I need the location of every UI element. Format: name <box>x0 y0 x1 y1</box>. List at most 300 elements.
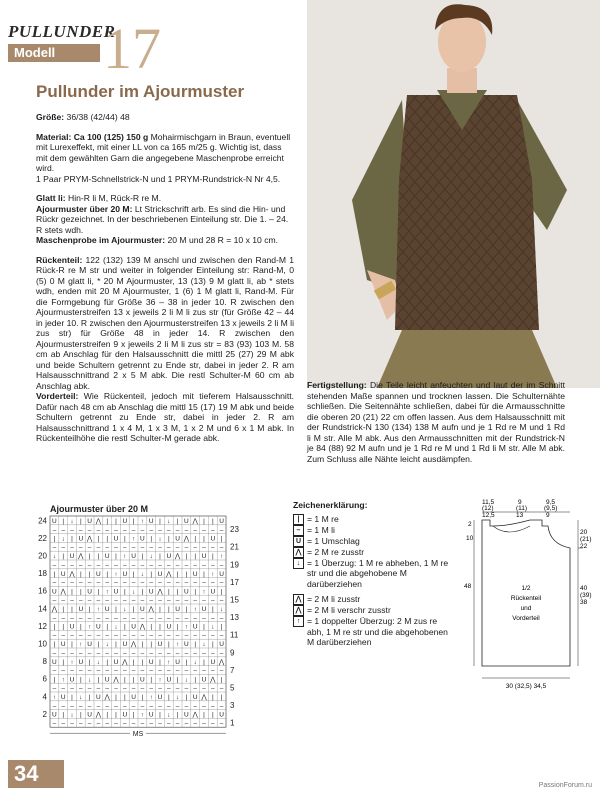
material-text: Mohairmischgarn in Braun, eventuell mit Lurexeffekt, mit einer LL von ca 165 m/25 g. Wichtig ist, dass mit dem gewählten Garn die angegebene Maschenprobe erreicht wird. 1 Paar PRYM-Schnellstrick-N und 1 PRYM-Rundstrick-N Nr 4,5. <box>36 131 291 184</box>
chart-cell-symbol: | <box>194 641 197 649</box>
chart-cell-symbol: – <box>61 632 66 640</box>
chart-cell-symbol: – <box>166 667 171 675</box>
chart-cell-symbol: – <box>149 720 154 728</box>
legend-text: = 2 M re zusstr <box>307 546 365 557</box>
chart-cell-symbol: | <box>167 606 170 613</box>
chart-cell-symbol: | <box>141 694 144 701</box>
chart-cell-symbol: – <box>78 579 83 587</box>
chart-cell-symbol: – <box>219 720 224 728</box>
chart-cell-symbol: | <box>53 570 56 578</box>
chart-cell-symbol: – <box>202 614 206 622</box>
chart-cell-symbol: – <box>105 632 110 640</box>
ajour-text: Lt Strickschrift arb. Es sind die Hin- und Rückr gezeichnet. In der beschriebenen Einteilung str. Die 1. – 24. R stets wdh. <box>36 203 289 235</box>
chart-cell-symbol: U <box>210 588 216 596</box>
chart-cell-symbol: – <box>52 632 57 640</box>
chart-cell-symbol: – <box>105 720 110 728</box>
chart-cell-symbol: | <box>211 711 214 719</box>
chart-cell-symbol: – <box>149 597 154 605</box>
chart-cell-symbol: – <box>140 702 145 710</box>
chart-cell-symbol: U <box>219 711 224 719</box>
chart-cell-symbol: – <box>193 720 198 728</box>
chart-cell-symbol: – <box>193 667 198 675</box>
chart-cell-symbol: – <box>105 614 110 622</box>
chart-cell-symbol: – <box>61 614 66 622</box>
chart-cell-symbol: | <box>141 658 144 666</box>
schematic-r3: 22 <box>580 543 588 550</box>
chart-cell-symbol: – <box>175 702 180 710</box>
chart-cell-symbol: – <box>219 614 224 622</box>
chart-cell-symbol: | <box>220 676 223 684</box>
chart-row-number-right: 3 <box>230 701 235 711</box>
legend-text: = 2 M li zusstr <box>307 594 361 604</box>
chart-cell-symbol: – <box>70 667 74 675</box>
chart-cell-symbol: ⋀ <box>60 588 66 596</box>
chart-cell-symbol: | <box>132 711 135 719</box>
chart-cell-symbol: U <box>131 623 136 631</box>
finishing-text: Die Teile leicht anfeuchten und laut der im Schnitt stehenden Maße spannen und trocknen lassen. Die Schulternähte schließen. Die Seitennähte schließen, dabei für die Armausschnitte die oberen 20 (21) 22 cm offen lassen. Aus dem Halsausschnitt mit der Rundstrick-N 130 (134) 138 M aufn und je 1 Rd re M und 1 Rd li M str. Alle M abk. Aus den Armausschnitten mit der Rundstrick-N je 84 (88) 92 M aufn und je 1 Rd re M und 1 Rd li M str. Alle M abk. Zum Schluss alle Nähte leicht ausdämpfen. <box>307 380 565 464</box>
chart-cell-symbol: | <box>115 606 117 613</box>
schematic-n10: 10 <box>466 535 474 542</box>
section-label: PULLUNDER <box>8 22 116 41</box>
chart-cell-symbol: | <box>194 553 197 561</box>
chart-cell-symbol: – <box>114 667 118 675</box>
chart-cell-symbol: – <box>158 614 162 622</box>
chart-cell-symbol: – <box>193 702 198 710</box>
chart-cell-symbol: ⋀ <box>113 676 119 684</box>
chart-cell-symbol: – <box>158 685 162 693</box>
chart-cell-symbol: – <box>87 650 92 657</box>
chart-cell-symbol: U <box>192 694 198 701</box>
chart-cell-symbol: U <box>96 570 101 578</box>
legend-symbol-icon: ↑ <box>293 616 304 627</box>
chart-cell-symbol: – <box>166 650 171 657</box>
chart-cell-symbol: – <box>175 667 180 675</box>
chart-cell-symbol: – <box>105 562 110 569</box>
chart-cell-symbol: – <box>61 562 66 569</box>
chart-cell-symbol: – <box>78 650 83 657</box>
chart-cell-symbol: – <box>193 579 198 587</box>
chart-cell-symbol: | <box>167 535 170 543</box>
chart-cell-symbol: ⋀ <box>148 606 154 613</box>
chart-cell-symbol: – <box>184 685 189 693</box>
chart-cell-symbol: ↓ <box>219 606 224 613</box>
chart-cell-symbol: | <box>220 694 223 701</box>
chart-cell-symbol: – <box>149 562 154 569</box>
chart-cell-symbol: | <box>53 676 56 684</box>
chart-cell-symbol: | <box>132 606 135 613</box>
chart-cell-symbol: – <box>78 685 83 693</box>
legend-text: = 1 M re <box>307 513 339 524</box>
chart-cell-symbol: ⋀ <box>69 570 75 578</box>
chart-cell-symbol: | <box>203 535 205 543</box>
chart-cell-symbol: – <box>52 597 57 605</box>
chart-cell-symbol: U <box>104 676 110 684</box>
chart-cell-symbol: – <box>122 650 127 657</box>
material-paragraph <box>36 132 294 185</box>
chart-cell-symbol: U <box>69 623 75 631</box>
chart-cell-symbol: ↑ <box>149 694 153 701</box>
chart-cell-symbol: U <box>87 518 92 525</box>
chart-cell-symbol: U <box>113 658 119 666</box>
chart-cell-symbol: | <box>203 658 205 666</box>
chart-cell-symbol: – <box>149 526 154 534</box>
chart-cell-symbol: | <box>115 553 117 561</box>
chart-cell-symbol: ↓ <box>61 535 65 543</box>
chart-cell-symbol: – <box>61 650 66 657</box>
chart-cell-symbol: – <box>219 632 224 640</box>
chart-cell-symbol: – <box>131 685 136 693</box>
chart-cell-symbol: | <box>115 711 117 719</box>
chart-cell-symbol: – <box>96 650 101 657</box>
chart-cell-symbol: – <box>78 667 83 675</box>
chart-cell-symbol: – <box>61 526 66 534</box>
chart-cell-symbol: ↑ <box>61 676 65 684</box>
chart-cell-symbol: ⋀ <box>192 711 198 719</box>
chart-cell-symbol: – <box>96 614 101 622</box>
chart-cell-symbol: – <box>175 720 180 728</box>
chart-cell-symbol: | <box>97 535 100 543</box>
chart-row-number-right: 5 <box>230 683 235 693</box>
chart-cell-symbol: – <box>202 526 206 534</box>
chart-cell-symbol: ↑ <box>70 658 74 666</box>
chart-cell-symbol: U <box>166 676 172 684</box>
chart-cell-symbol: ↓ <box>87 676 92 684</box>
chart-cell-symbol: – <box>219 579 224 587</box>
chart-cell-symbol: – <box>210 597 215 605</box>
chart-cell-symbol: – <box>131 562 136 569</box>
chart-row-number-right: 11 <box>230 630 239 640</box>
chart-cell-symbol: – <box>131 702 136 710</box>
schematic-r4: 40 <box>580 585 588 592</box>
chart-row-number-left: 12 <box>38 621 47 631</box>
chart-cell-symbol: ↓ <box>105 641 109 649</box>
chart-cell-symbol: ↓ <box>184 676 189 684</box>
chart-cell-symbol: ⋀ <box>157 588 163 596</box>
chart-cell-symbol: | <box>220 535 223 543</box>
chart-cell-symbol: – <box>122 544 127 552</box>
chart-cell-symbol: ↑ <box>211 570 215 578</box>
chart-cell-symbol: – <box>70 579 74 587</box>
chart-cell-symbol: – <box>210 562 215 569</box>
chart-cell-symbol: – <box>96 720 101 728</box>
chart-cell-symbol: U <box>96 694 101 701</box>
chart-cell-symbol: – <box>131 632 136 640</box>
chart-cell-symbol: – <box>70 597 74 605</box>
chart-cell-symbol: U <box>69 553 75 561</box>
chart-cell-symbol: – <box>175 562 180 569</box>
schematic-top2-1: (12) <box>482 505 494 512</box>
chart-cell-symbol: ⋀ <box>139 623 146 631</box>
chart-cell-symbol: – <box>158 702 162 710</box>
chart-cell-symbol: U <box>175 606 180 613</box>
chart-cell-symbol: – <box>219 544 224 552</box>
chart-cell-symbol: | <box>62 518 65 525</box>
schematic-top3-2: 13 <box>516 512 524 519</box>
chart-cell-symbol: | <box>159 606 161 613</box>
chart-cell-symbol: – <box>210 632 215 640</box>
chart-cell-symbol: – <box>202 579 206 587</box>
chart-cell-symbol: – <box>131 650 136 657</box>
legend-symbol-icon: ↓ <box>293 558 304 569</box>
chart-cell-symbol: U <box>219 518 224 525</box>
chart-cell-symbol: – <box>184 614 189 622</box>
chart-cell-symbol: – <box>52 702 57 710</box>
chart-cell-symbol: | <box>176 518 179 525</box>
legend-item <box>293 594 453 605</box>
chart-cell-symbol: ↓ <box>149 553 153 561</box>
chart-cell-symbol: – <box>114 702 118 710</box>
chart-cell-symbol: – <box>193 544 198 552</box>
chart-cell-symbol: | <box>115 641 117 649</box>
legend-symbol-icon: U <box>293 536 304 547</box>
chart-cell-symbol: – <box>166 614 171 622</box>
chart-cell-symbol: – <box>193 632 198 640</box>
chart-cell-symbol: ↑ <box>184 623 189 631</box>
chart-cell-symbol: | <box>150 535 153 543</box>
chart-cell-symbol: – <box>219 667 224 675</box>
chart-cell-symbol: – <box>78 597 83 605</box>
chart-cell-symbol: U <box>113 588 119 596</box>
chart-cell-symbol: | <box>132 570 135 578</box>
chart-cell-symbol: ↑ <box>131 535 136 543</box>
schematic-c1: 1/2 <box>521 585 531 592</box>
chart-cell-symbol: | <box>88 658 91 666</box>
chart-cell-symbol: | <box>211 553 214 561</box>
chart-cell-symbol: ↑ <box>140 518 145 525</box>
chart-cell-symbol: – <box>122 579 127 587</box>
chart-cell-symbol: U <box>201 553 207 561</box>
chart-cell-symbol: ⋀ <box>183 535 190 543</box>
chart-cell-symbol: – <box>149 614 154 622</box>
chart-cell-symbol: – <box>158 544 162 552</box>
chart-cell-symbol: U <box>52 711 57 719</box>
chart-cell-symbol: – <box>175 526 180 534</box>
chart-cell-symbol: – <box>210 650 215 657</box>
chart-cell-symbol: – <box>114 544 118 552</box>
chart-cell-symbol: U <box>201 606 207 613</box>
chart-cell-symbol: | <box>159 553 161 561</box>
woman-in-vest-illustration <box>307 0 600 388</box>
schematic-r2: (21) <box>580 536 592 543</box>
chart-row-number-left: 20 <box>38 551 47 561</box>
schematic-c2: Rückenteil <box>510 595 542 602</box>
chart-cell-symbol: – <box>131 579 136 587</box>
chart-cell-symbol: | <box>123 588 126 596</box>
chart-cell-symbol: ↓ <box>114 623 118 631</box>
chart-cell-symbol: U <box>140 606 145 613</box>
chart-cell-symbol: – <box>140 544 145 552</box>
chart-cell-symbol: U <box>175 535 180 543</box>
garment-schematic <box>460 498 595 698</box>
chart-cell-symbol: – <box>105 685 110 693</box>
chart-cell-symbol: – <box>61 579 66 587</box>
chart-cell-symbol: – <box>61 597 66 605</box>
chart-cell-symbol: U <box>140 676 145 684</box>
chart-cell-symbol: – <box>193 685 198 693</box>
model-number: 17 <box>103 16 161 81</box>
chart-cell-symbol: U <box>157 641 163 649</box>
chart-cell-symbol: U <box>166 623 172 631</box>
chart-row-number-left: 2 <box>42 709 47 719</box>
chart-cell-symbol: ↑ <box>219 553 224 561</box>
chart-cell-symbol: – <box>131 597 136 605</box>
chart-cell-symbol: – <box>210 614 215 622</box>
chart-row-number-right: 13 <box>230 613 239 623</box>
chart-cell-symbol: – <box>210 702 215 710</box>
chart-cell-symbol: U <box>104 553 110 561</box>
chart-row-number-right: 15 <box>230 595 239 605</box>
chart-cell-symbol: – <box>166 597 171 605</box>
size-text: 36/38 (42/44) 48 <box>64 112 130 122</box>
chart-cell-symbol: ↑ <box>114 570 118 578</box>
chart-cell-symbol: – <box>158 579 162 587</box>
chart-cell-symbol: – <box>70 562 74 569</box>
chart-cell-symbol: | <box>159 623 161 631</box>
size-label: Größe: <box>36 112 65 122</box>
schematic-top-3: 9,5 <box>546 499 556 506</box>
chart-cell-symbol: – <box>140 632 145 640</box>
chart-cell-symbol: | <box>106 518 109 525</box>
chart-cell-symbol: – <box>202 544 206 552</box>
chart-cell-symbol: | <box>132 658 135 666</box>
chart-cell-symbol: ↓ <box>131 588 136 596</box>
chart-cell-symbol: ⋀ <box>51 606 58 613</box>
chart-cell-symbol: – <box>114 650 118 657</box>
chart-cell-symbol: – <box>140 579 145 587</box>
chart-cell-symbol: – <box>175 650 180 657</box>
chart-row-number-left: 14 <box>38 604 47 614</box>
chart-cell-symbol: – <box>175 544 180 552</box>
chart-cell-symbol: – <box>184 720 189 728</box>
chart-cell-symbol: U <box>87 711 92 719</box>
chart-cell-symbol: ↑ <box>193 606 197 613</box>
legend-item <box>293 525 453 536</box>
chart-cell-symbol: – <box>70 526 74 534</box>
chart-cell-symbol: – <box>193 650 198 657</box>
chart-cell-symbol: – <box>87 579 92 587</box>
chart-cell-symbol: – <box>52 667 57 675</box>
chart-cell-symbol: – <box>114 526 118 534</box>
legend-text: = 1 doppelter Überzug: 2 M zus re abh, 1 M re str und die abgehobenen M darüberziehen <box>307 616 448 647</box>
chart-cell-symbol: U <box>60 570 66 578</box>
chart-cell-symbol: – <box>96 544 101 552</box>
glatt-label: Glatt li: <box>36 193 66 203</box>
schematic-n48: 48 <box>464 583 472 590</box>
chart-cell-symbol: | <box>203 518 205 525</box>
schematic-top2-2: (11) <box>516 505 528 512</box>
chart-cell-symbol: U <box>60 641 66 649</box>
chart-cell-symbol: – <box>158 597 162 605</box>
chart-cell-symbol: – <box>87 544 92 552</box>
chart-cell-symbol: ↑ <box>87 623 92 631</box>
chart-cell-symbol: U <box>113 535 119 543</box>
chart-cell-symbol: | <box>71 606 73 613</box>
instructions-right <box>307 380 565 473</box>
chart-cell-symbol: – <box>140 526 145 534</box>
chart-cell-symbol: – <box>202 562 206 569</box>
chart-cell-symbol: – <box>193 526 198 534</box>
chart-cell-symbol: – <box>210 526 215 534</box>
chart-cell-symbol: – <box>78 526 83 534</box>
chart-cell-symbol: – <box>202 685 206 693</box>
chart-cell-symbol: ↓ <box>175 694 180 701</box>
chart-row-number-left: 6 <box>42 674 47 684</box>
chart-cell-symbol: – <box>149 685 154 693</box>
schematic-bottom: 30 (32,5) 34,5 <box>505 683 547 690</box>
chart-cell-symbol: | <box>115 518 117 525</box>
chart-cell-symbol: | <box>211 606 214 613</box>
chart-cell-symbol: – <box>158 562 162 569</box>
chart-cell-symbol: | <box>88 694 91 701</box>
chart-cell-symbol: | <box>79 623 82 631</box>
chart-cell-symbol: | <box>79 518 82 525</box>
chart-cell-symbol: | <box>185 694 188 701</box>
chart-cell-symbol: | <box>132 518 135 525</box>
schematic-top3-3: 9 <box>546 512 550 519</box>
chart-row-number-right: 9 <box>230 648 235 658</box>
chart-cell-symbol: – <box>166 720 171 728</box>
chart-cell-symbol: – <box>140 614 145 622</box>
chart-cell-symbol: – <box>78 614 83 622</box>
chart-cell-symbol: – <box>87 597 92 605</box>
chart-cell-symbol: – <box>87 632 92 640</box>
chart-cell-symbol: U <box>210 535 216 543</box>
chart-cell-symbol: | <box>106 535 109 543</box>
chart-cell-symbol: – <box>140 685 145 693</box>
chart-cell-symbol: U <box>131 694 136 701</box>
chart-cell-symbol: | <box>159 711 161 719</box>
chart-cell-symbol: ⋀ <box>174 553 181 561</box>
chart-cell-symbol: – <box>70 702 74 710</box>
chart-cell-symbol: ⋀ <box>130 641 137 649</box>
chart-cell-symbol: | <box>211 518 214 525</box>
chart-cell-symbol: – <box>122 702 127 710</box>
chart-cell-symbol: – <box>175 579 180 587</box>
chart-cell-symbol: | <box>220 623 223 631</box>
chart-cell-symbol: ↑ <box>123 553 127 561</box>
chart-cell-symbol: – <box>114 685 118 693</box>
chart-cell-symbol: | <box>71 588 73 596</box>
legend-item <box>293 547 453 558</box>
chart-cell-symbol: U <box>60 694 66 701</box>
chart-cell-symbol: U <box>122 570 128 578</box>
legend-item <box>293 514 453 525</box>
chart-row-number-left: 8 <box>42 657 47 667</box>
chart-cell-symbol: – <box>210 544 215 552</box>
chart-cell-symbol: – <box>149 667 154 675</box>
chart-cell-symbol: – <box>78 632 83 640</box>
legend <box>293 500 453 648</box>
legend-text: = 1 M li <box>307 524 335 535</box>
legend-title: Zeichenerklärung: <box>293 500 368 510</box>
chart-cell-symbol: | <box>53 623 56 631</box>
legend-symbol-icon: ⋀ <box>293 605 304 616</box>
chart-cell-symbol: – <box>122 667 127 675</box>
chart-cell-symbol: U <box>210 658 216 666</box>
chart-cell-symbol: ↑ <box>167 658 171 666</box>
chart-cell-symbol: – <box>96 579 101 587</box>
chart-cell-symbol: | <box>150 623 153 631</box>
chart-cell-symbol: – <box>87 526 92 534</box>
chart-cell-symbol: U <box>78 535 84 543</box>
chart-cell-symbol: – <box>210 720 215 728</box>
chart-cell-symbol: – <box>52 562 57 569</box>
chart-cell-symbol: – <box>114 632 118 640</box>
chart-cell-symbol: U <box>131 553 136 561</box>
chart-cell-symbol: – <box>96 702 101 710</box>
chart-cell-symbol: | <box>106 570 109 578</box>
chart-cell-symbol: U <box>175 658 180 666</box>
